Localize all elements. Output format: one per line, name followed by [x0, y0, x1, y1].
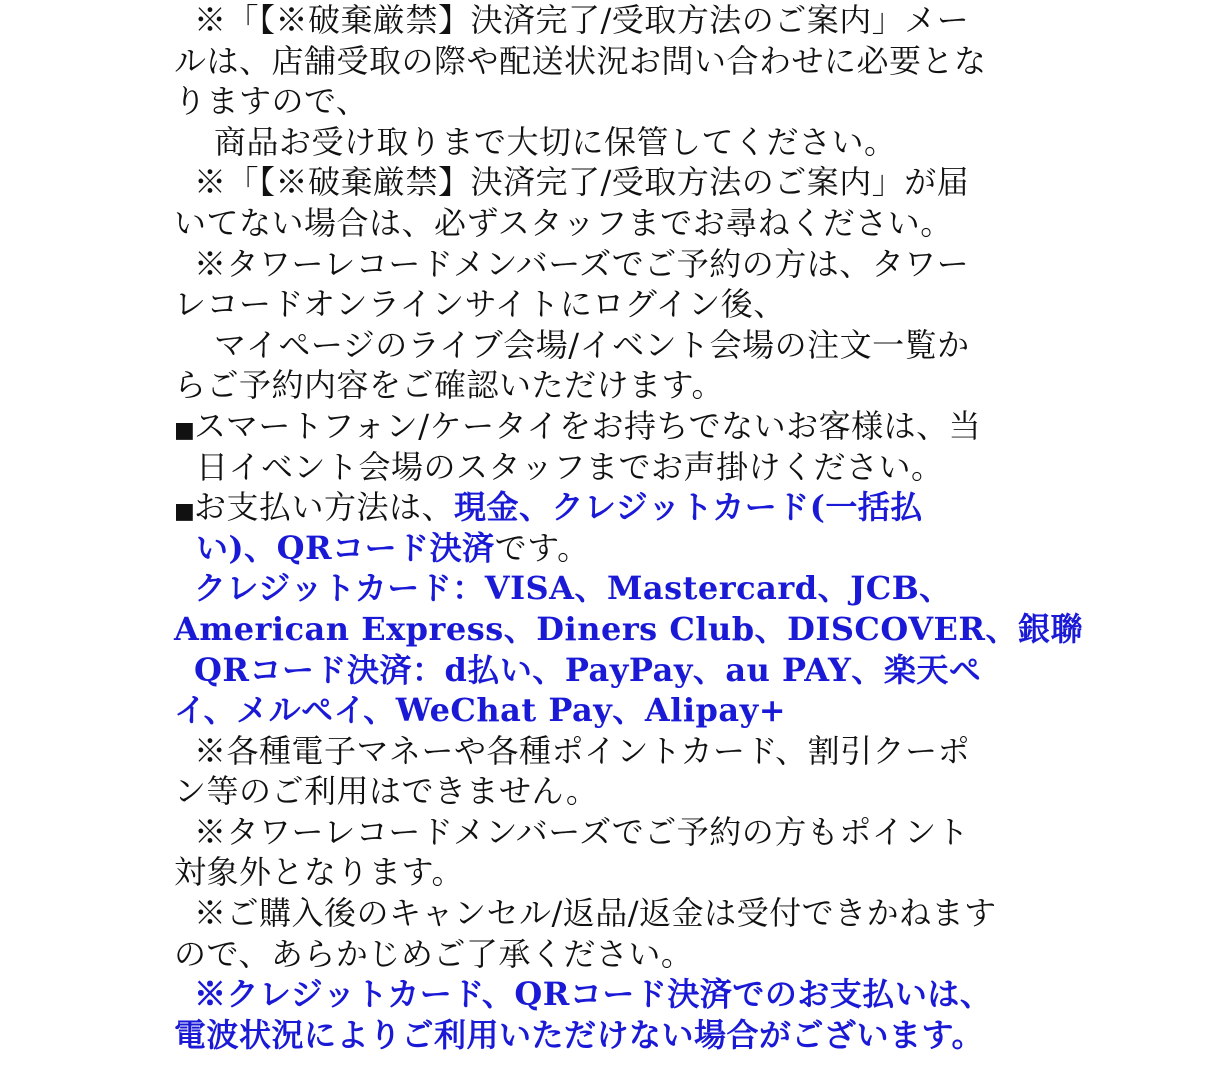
text-line: [174, 974, 1046, 1015]
text-line: [174, 162, 1046, 203]
line-text: いてない場合は、必ずスタッフまでお尋ねください。: [174, 203, 953, 242]
line-text: ※「【※破棄厳禁】決済完了/受取方法のご案内」メー: [194, 1, 970, 39]
line-text: スマートフォン/ケータイをお持ちでないお客様は、当: [194, 406, 982, 445]
line-text: ルは、店舗受取の際や配送状況お問い合わせに必要とな: [174, 41, 987, 80]
line-text: 日イベント会場のスタッフまでお声掛けください。: [196, 447, 944, 486]
text-line: [174, 365, 1046, 406]
text-line: [174, 406, 1046, 447]
line-text: ※ご購入後のキャンセル/返品/返金は受付できかねます: [194, 894, 997, 933]
line-text: 商品お受け取りまで大切に保管してください。: [214, 122, 897, 161]
text-line: [174, 609, 1084, 650]
text-line: [174, 0, 1046, 41]
text-line: [174, 203, 1046, 244]
line-text: ので、あらかじめご了承ください。: [174, 934, 694, 973]
highlight-text: イ、メルペイ、WeChat Pay、Alipay+: [174, 691, 787, 730]
highlight-text: い)、QRコード決済: [196, 528, 495, 567]
text-line: [174, 81, 1046, 122]
text-line: [174, 650, 1046, 691]
text-line: [174, 731, 1046, 772]
line-text: ※「【※破棄厳禁】決済完了/受取方法のご案内」が届: [194, 163, 970, 202]
text-line: [174, 41, 1046, 82]
text-line: [174, 122, 1046, 163]
text-line: [174, 325, 1046, 366]
line-text: ン等のご利用はできません。: [174, 772, 599, 811]
text-line: [174, 771, 1046, 812]
text-line: [174, 812, 1046, 853]
text-line: [174, 893, 1046, 934]
bullet-square-icon: ■: [174, 499, 196, 525]
highlight-text: ※クレジットカード、QRコード決済でのお支払いは、: [194, 975, 993, 1014]
line-text: ※各種電子マネーや各種ポイントカード、割引クーポ: [194, 731, 971, 770]
text-line: [174, 244, 1046, 285]
line-text: りますので、: [174, 82, 369, 121]
text-line: [174, 1015, 1046, 1056]
highlight-text: QRコード決済：d払い、PayPay、au PAY、楽天ペ: [194, 650, 982, 689]
text-line: [174, 487, 1046, 528]
line-text: ※タワーレコードメンバーズでご予約の方は、タワー: [194, 244, 970, 283]
line-text: マイページのライブ会場/イベント会場の注文一覧か: [214, 325, 970, 364]
line-text: らご予約内容をご確認いただけます。: [174, 366, 724, 405]
line-text: です。: [494, 528, 590, 567]
text-line: [174, 690, 1046, 731]
highlight-text: American Express、Diners Club、DISCOVER、銀聯: [174, 609, 1084, 648]
bullet-square-icon: ■: [174, 417, 196, 443]
highlight-text: クレジットカード：VISA、Mastercard、JCB、: [194, 569, 952, 608]
highlight-text: 現金、クレジットカード(一括払: [454, 488, 923, 527]
line-text: レコードオンラインサイトにログイン後、: [174, 285, 786, 324]
line-text: 対象外となります。: [174, 853, 464, 892]
notice-document: [174, 0, 1084, 1055]
text-line: [174, 934, 1046, 975]
line-text: お支払い方法は、: [194, 488, 455, 527]
text-line: [174, 568, 1046, 609]
text-line: [174, 528, 1046, 569]
line-text: ※タワーレコードメンバーズでご予約の方もポイント: [194, 812, 970, 851]
text-line: [174, 852, 1046, 893]
text-line: [174, 447, 1046, 488]
text-line: [174, 284, 1046, 325]
highlight-text: 電波状況によりご利用いただけない場合がございます。: [174, 1015, 984, 1054]
